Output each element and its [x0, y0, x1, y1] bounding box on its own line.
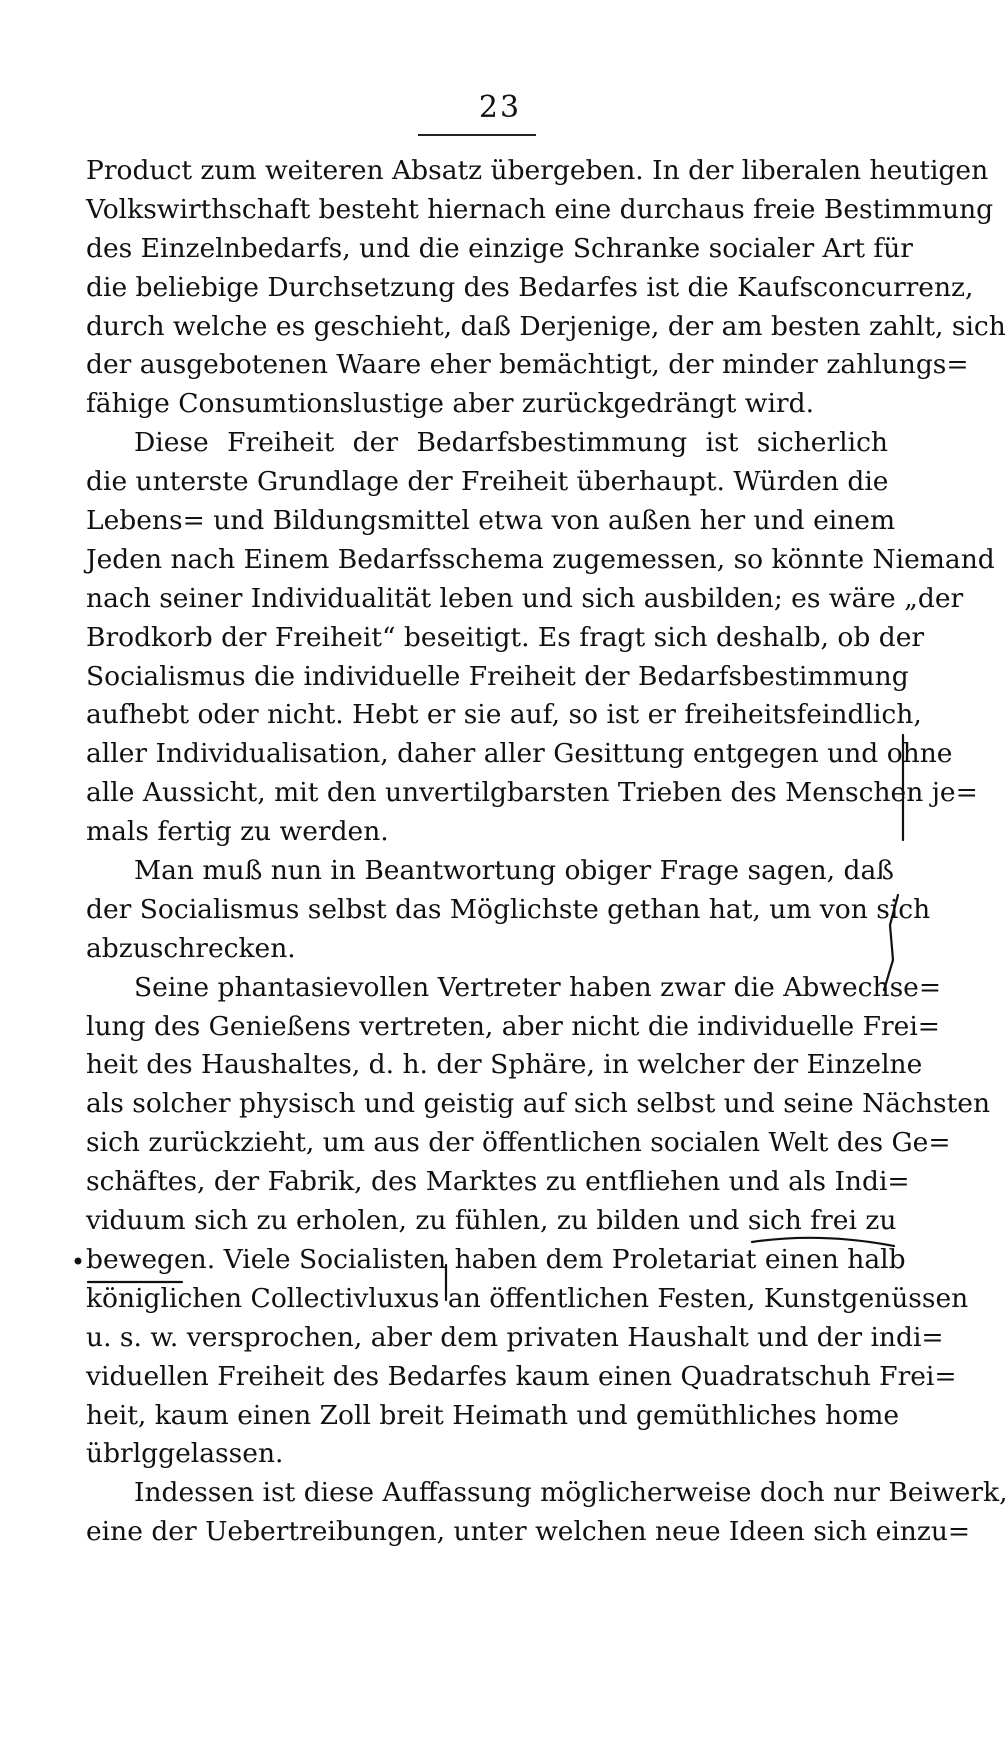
text-line: abzuschrecken.: [86, 932, 296, 964]
text-line: u. s. w. versprochen, aber dem privaten Haushalt und der indi=: [86, 1321, 944, 1353]
text-line: Jeden nach Einem Bedarfsschema zugemessen, so könnte Niemand: [86, 543, 995, 575]
text-line: bewegen. Viele Socialisten haben dem Proletariat einen halb: [86, 1243, 906, 1275]
text-line: viduellen Freiheit des Bedarfes kaum einen Quadratschuh Frei=: [86, 1360, 957, 1392]
text-line: durch welche es geschieht, daß Derjenige, der am besten zahlt, sich: [86, 310, 1006, 342]
text-line: Socialismus die individuelle Freiheit der Bedarfsbestimmung: [86, 660, 909, 692]
page-number: 23: [478, 90, 522, 125]
text-line: heit, kaum einen Zoll breit Heimath und gemüthliches home: [86, 1399, 900, 1431]
header-rule: [418, 134, 536, 136]
text-line: königlichen Collectivluxus an öffentlichen Festen, Kunstgenüssen: [86, 1282, 969, 1314]
text-line: der ausgebotenen Waare eher bemächtigt, der minder zahlungs=: [86, 349, 969, 381]
text-line: Product zum weiteren Absatz übergeben. In der liberalen heutigen: [86, 155, 989, 186]
text-line: übrlggelassen.: [86, 1438, 284, 1470]
text-line: sich zurückzieht, um aus der öffentlichen socialen Welt des Ge=: [86, 1127, 951, 1159]
text-line: lung des Genießens vertreten, aber nicht die individuelle Frei=: [86, 1010, 941, 1042]
text-line: mals fertig zu werden.: [86, 816, 389, 848]
text-line: Lebens= und Bildungsmittel etwa von außen her und einem: [86, 505, 896, 537]
text-line: aller Individualisation, daher aller Gesittung entgegen und ohne: [86, 738, 953, 770]
text-line: heit des Haushaltes, d. h. der Sphäre, in welcher der Einzelne: [86, 1049, 923, 1081]
text-line: als solcher physisch und geistig auf sich selbst und seine Nächsten: [86, 1088, 991, 1120]
body-text: [86, 152, 1008, 1552]
text-line: nach seiner Individualität leben und sich ausbilden; es wäre „der: [86, 582, 964, 614]
text-line: viduum sich zu erholen, zu fühlen, zu bilden und sich frei zu: [86, 1205, 897, 1237]
text-line: Indessen ist diese Auffassung möglicherweise doch nur Beiwerk,: [134, 1477, 1008, 1509]
margin-dot-mark: [75, 1258, 82, 1265]
text-line: alle Aussicht, mit den unvertilgbarsten Trieben des Menschen je=: [86, 777, 978, 809]
text-line: aufhebt oder nicht. Hebt er sie auf, so ist er freiheitsfeindlich,: [86, 699, 922, 731]
text-line: schäftes, der Fabrik, des Marktes zu entfliehen und als Indi=: [86, 1166, 910, 1198]
text-line: Seine phantasievollen Vertreter haben zwar die Abwechse=: [134, 971, 942, 1003]
text-line: eine der Uebertreibungen, unter welchen neue Ideen sich einzu=: [86, 1516, 971, 1548]
text-line: die unterste Grundlage der Freiheit überhaupt. Würden die: [86, 466, 889, 498]
text-line: Brodkorb der Freiheit“ beseitigt. Es fragt sich deshalb, ob der: [86, 621, 925, 653]
text-line: die beliebige Durchsetzung des Bedarfes ist die Kaufsconcurrenz,: [86, 271, 974, 303]
text-line: der Socialismus selbst das Möglichste gethan hat, um von sich: [86, 893, 931, 925]
text-line: des Einzelnbedarfs, und die einzige Schranke socialer Art für: [86, 232, 913, 264]
text-line: fähige Consumtionslustige aber zurückgedrängt wird.: [86, 388, 814, 420]
text-line: Diese Freiheit der Bedarfsbestimmung ist sicherlich: [134, 427, 888, 459]
text-line: Man muß nun in Beantwortung obiger Frage sagen, daß: [134, 855, 894, 887]
text-line: Volkswirthschaft besteht hiernach eine durchaus freie Bestimmung: [86, 193, 994, 225]
